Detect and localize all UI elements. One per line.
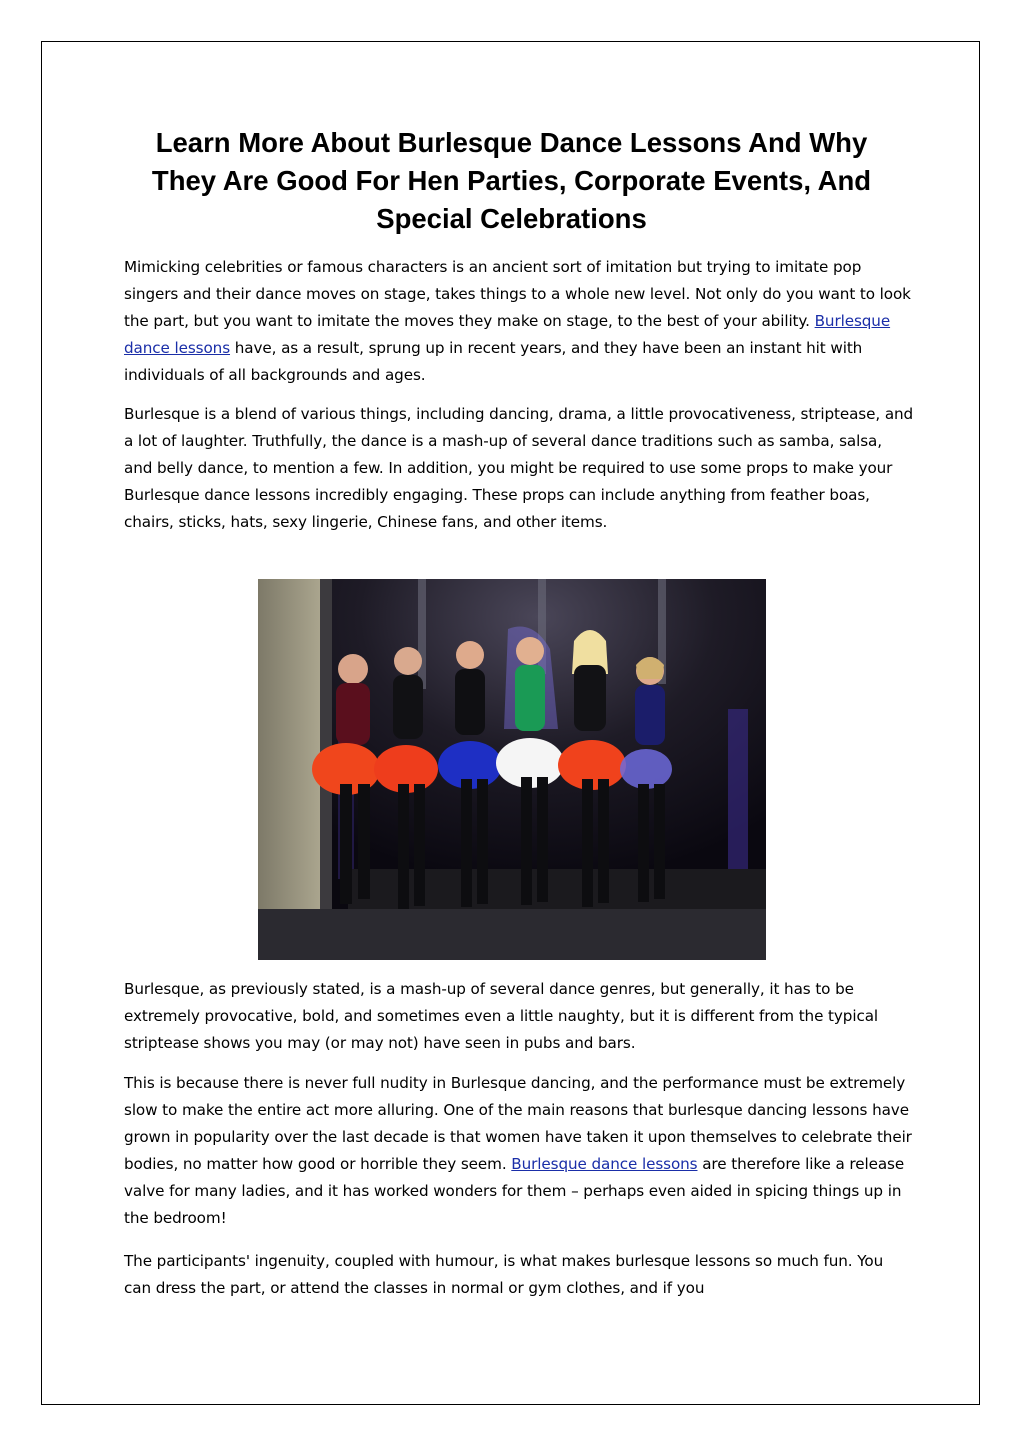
paragraph-4-text-before: This is because there is never full nudity in Burlesque dancing, and the performance must be extremely slow to make the entire act more alluring. One of the main reasons that burlesque dancing lessons have grown in popularity over the last decade is that women have taken it upon themselves to celebrate their bodies, no matter how good or horrible they seem. (124, 1074, 912, 1173)
paragraph-1 (124, 254, 914, 389)
burlesque-dancers-photo (258, 579, 766, 960)
dancers-photo-illustration (258, 579, 766, 960)
paragraph-5: The participants' ingenuity, coupled with humour, is what makes burlesque lessons so much fun. You can dress the part, or attend the classes in normal or gym clothes, and if you (124, 1252, 884, 1297)
burlesque-dance-lessons-link[interactable]: Burlesque dance lessons (124, 312, 891, 357)
burlesque-dance-lessons-link-2[interactable]: Burlesque dance lessons (511, 1155, 698, 1173)
paragraph-3: Burlesque, as previously stated, is a mash-up of several dance genres, but generally, it has to be extremely provocative, bold, and sometimes even a little naughty, but it is different from the typical striptease shows you may (or may not) have seen in pubs and bars. (124, 980, 879, 1052)
paragraph-1-text-after: have, as a result, sprung up in recent years, and they have been an instant hit with individuals of all backgrounds and ages. (124, 339, 863, 384)
paragraph-1-text-before: Mimicking celebrities or famous characters is an ancient sort of imitation but trying to imitate pop singers and their dance moves on stage, takes things to a whole new level. Not only do you want to look the part, but you want to imitate the moves they make on stage, to the best of your ability. (124, 258, 911, 330)
paragraph-2: Burlesque is a blend of various things, including dancing, drama, a little provocativeness, striptease, and a lot of laughter. Truthfully, the dance is a mash-up of several dance traditions such as samba, salsa, and belly dance, to mention a few. In addition, you might be required to use some props to make your Burlesque dance lessons incredibly engaging. These props can include anything from feather boas, chairs, sticks, hats, sexy lingerie, Chinese fans, and other items. (124, 405, 914, 531)
paragraph-4-text-after: are therefore like a release valve for many ladies, and it has worked wonders for them – perhaps even aided in spicing things up in the bedroom! (124, 1155, 905, 1227)
document-title: Learn More About Burlesque Dance Lessons And Why They Are Good For Hen Parties, Corporate Events, And Special Celebrations (151, 127, 872, 234)
paragraph-4 (124, 1070, 914, 1232)
